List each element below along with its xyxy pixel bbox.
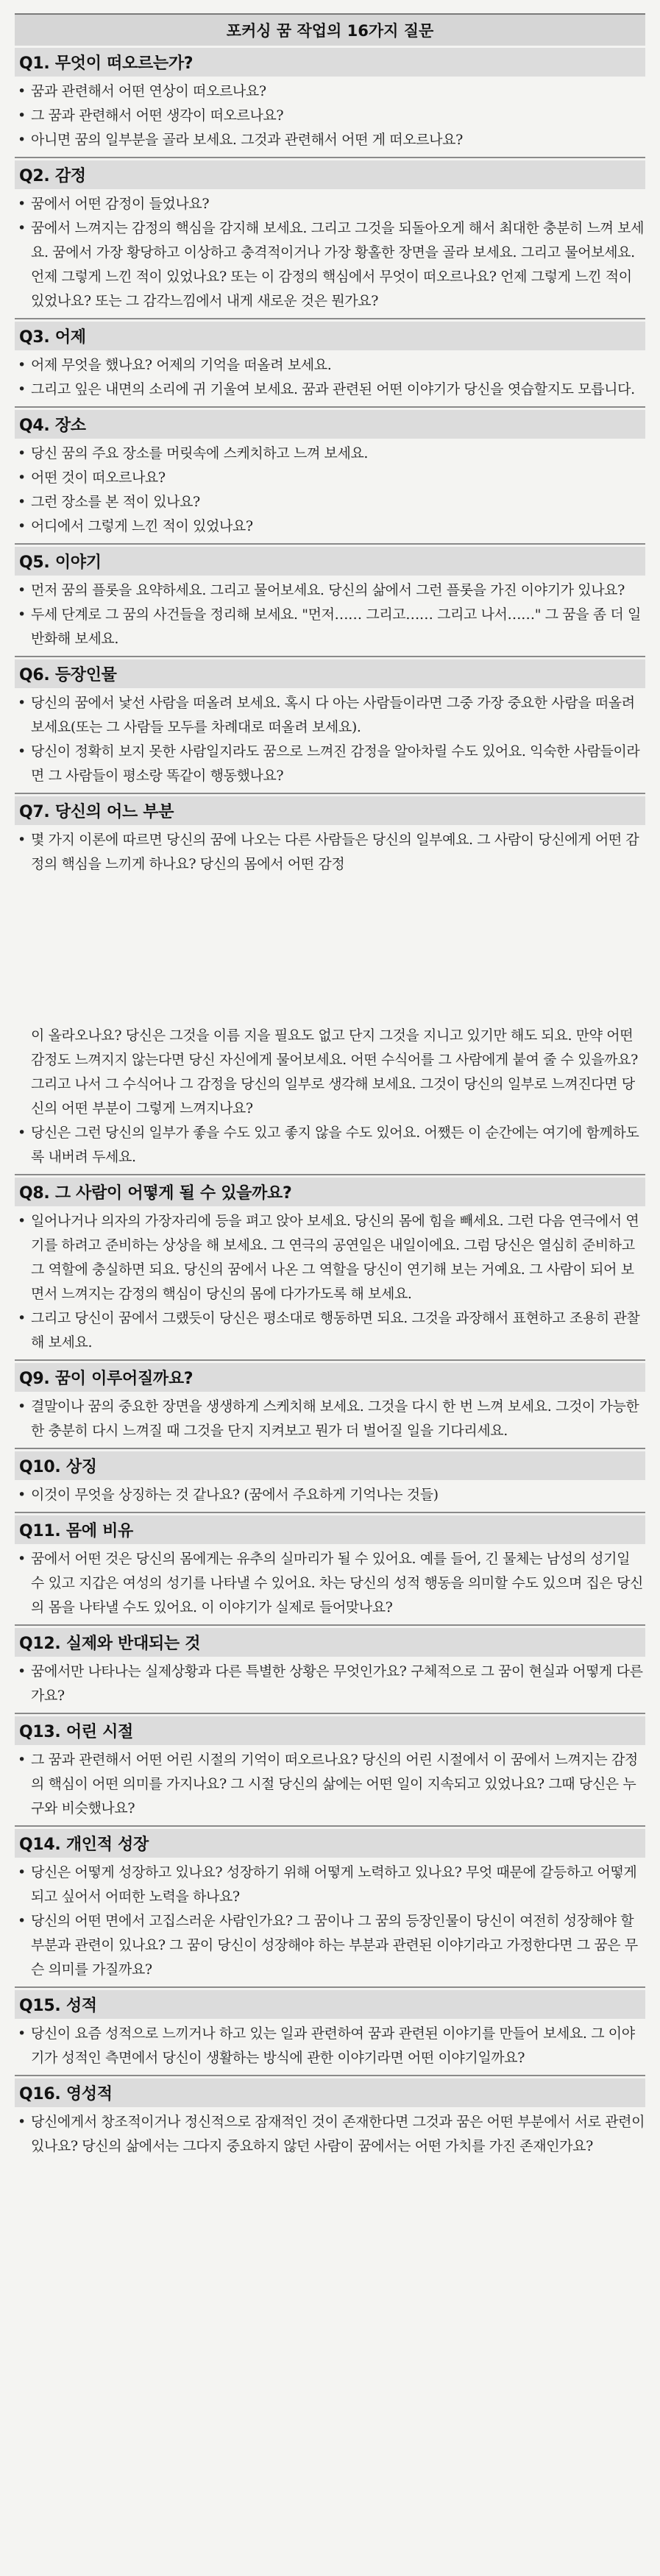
prompt-item: • 두세 단계로 그 꿈의 사건들을 정리해 보세요. "먼저…… 그리고…… 그리고 나서……" 그 꿈을 좀 더 일반화해 보세요. [15, 603, 645, 651]
question-items [15, 1660, 645, 1708]
question-heading: Q3. 어제 [15, 322, 645, 350]
prompt-item: • 당신은 그런 당신의 일부가 좋을 수도 있고 좋지 않을 수도 있어요. 어쨌든 이 순간에는 여기에 함께하도록 내버려 두세요. [15, 1121, 645, 1170]
prompt-item: • 그 꿈과 관련해서 어떤 어린 시절의 기억이 떠오르나요? 당신의 어린 시절에서 이 꿈에서 느껴지는 감정의 핵심이 어떤 의미를 가지나요? 그 시절 당신의 삶에는 어떤 일이 지속되고 있었나요? 그때 당신은 누구와 비슷했나요? [15, 1748, 645, 1821]
question-heading: Q4. 장소 [15, 410, 645, 439]
question-heading: Q1. 무엇이 떠오르는가? [15, 48, 645, 77]
question-section [15, 656, 645, 793]
question-items [15, 1547, 645, 1620]
question-items [15, 1024, 645, 1170]
question-section [15, 1624, 645, 1713]
prompt-item: • 결말이나 꿈의 중요한 장면을 생생하게 스케치해 보세요. 그것을 다시 한 번 느껴 보세요. 그것이 가능한 한 충분히 다시 느껴질 때 그것을 단지 지켜보고 뭔가 더 벌어질 일을 기다리세요. [15, 1395, 645, 1443]
question-heading: Q6. 등장인물 [15, 659, 645, 688]
question-section [15, 1174, 645, 1359]
prompt-item: • 꿈과 관련해서 어떤 연상이 떠오르나요? [15, 79, 645, 104]
question-section [15, 157, 645, 318]
question-items [15, 353, 645, 402]
document-page-bottom [15, 1022, 645, 2163]
question-items [15, 1861, 645, 1982]
prompt-item: • 당신이 정확히 보지 못한 사람일지라도 꿈으로 느껴진 감정을 알아차릴 수도 있어요. 익숙한 사람들이라면 그 사람들이 평소랑 똑같이 행동했나요? [15, 740, 645, 788]
prompt-item: • 이것이 무엇을 상징하는 것 같나요? (꿈에서 주요하게 기억나는 것들) [15, 1483, 645, 1507]
document-page-top [15, 13, 645, 881]
document-title: 포커싱 꿈 작업의 16가지 질문 [15, 13, 645, 46]
prompt-item: • 어제 무엇을 했나요? 어제의 기억을 떠올려 보세요. [15, 353, 645, 378]
question-section [15, 543, 645, 656]
question-items [15, 1483, 645, 1507]
question-heading: Q15. 성적 [15, 1990, 645, 2019]
continued-text: 이 올라오나요? 당신은 그것을 이름 지을 필요도 없고 단지 그것을 지니고 있기만 해도 되요. 만약 어떤 감정도 느껴지지 않는다면 당신 자신에게 물어보세요. 어떤 수식어를 그 사람에게 붙여 줄 수 있을까요? 그리고 나서 그 수식어나 그 감정을 당신의 일부로 생각해 보세요. 그것이 당신의 일부로 느껴진다면 당신의 어떤 부분이 그렇게 느껴지나요? [31, 1027, 638, 1117]
question-section [15, 1022, 645, 1174]
prompt-item: • 어디에서 그렇게 느낀 적이 있었나요? [15, 514, 645, 539]
question-heading: Q16. 영성적 [15, 2078, 645, 2107]
prompt-item: • 몇 가지 이론에 따르면 당신의 꿈에 나오는 다른 사람들은 당신의 일부예요. 그 사람이 당신에게 어떤 감정의 핵심을 느끼게 하나요? 당신의 몸에서 어떤 감정 [15, 828, 645, 877]
question-items [15, 691, 645, 788]
question-section [15, 1448, 645, 1512]
question-section [15, 1986, 645, 2075]
prompt-item: • 아니면 꿈의 일부분을 골라 보세요. 그것과 관련해서 어떤 게 떠오르나요? [15, 128, 645, 152]
question-heading: Q8. 그 사람이 어떻게 될 수 있을까요? [15, 1178, 645, 1206]
question-heading: Q10. 상징 [15, 1451, 645, 1480]
prompt-item: • 꿈에서만 나타나는 실제상황과 다른 특별한 상황은 무엇인가요? 구체적으로 그 꿈이 현실과 어떻게 다른가요? [15, 1660, 645, 1708]
question-list-top [15, 46, 645, 881]
question-items [15, 2022, 645, 2070]
question-section [15, 318, 645, 406]
question-items [15, 578, 645, 651]
prompt-item: • 당신이 요즘 성적으로 느끼거나 하고 있는 일과 관련하여 꿈과 관련된 이야기를 만들어 보세요. 그 이야기가 성적인 측면에서 당신이 생활하는 방식에 관한 이야기라면 어떤 이야기일까요? [15, 2022, 645, 2070]
question-heading: Q2. 감정 [15, 160, 645, 189]
prompt-item: • 그리고 당신이 꿈에서 그랬듯이 당신은 평소대로 행동하면 되요. 그것을 과장해서 표현하고 조용히 관찰해 보세요. [15, 1306, 645, 1355]
prompt-item: • 꿈에서 어떤 감정이 들었나요? [15, 192, 645, 216]
question-section [15, 1512, 645, 1624]
question-items [15, 442, 645, 539]
prompt-item: • 어떤 것이 떠오르나요? [15, 466, 645, 490]
question-items [15, 1209, 645, 1355]
question-section [15, 793, 645, 881]
question-heading: Q5. 이야기 [15, 547, 645, 576]
question-section [15, 46, 645, 157]
question-heading: Q11. 몸에 비유 [15, 1515, 645, 1544]
question-items [15, 1748, 645, 1821]
question-section [15, 2075, 645, 2163]
prompt-item: • 당신에게서 창조적이거나 정신적으로 잠재적인 것이 존재한다면 그것과 꿈은 어떤 부분에서 서로 관련이 있나요? 당신의 삶에서는 그다지 중요하지 않던 사람이 꿈에서는 어떤 가치를 가진 존재인가요? [15, 2110, 645, 2159]
question-list-bottom [15, 1022, 645, 2163]
question-section [15, 1713, 645, 1825]
prompt-item: • 그 꿈과 관련해서 어떤 생각이 떠오르나요? [15, 104, 645, 128]
question-section [15, 406, 645, 543]
question-items [15, 192, 645, 314]
question-section [15, 1359, 645, 1448]
question-items [15, 79, 645, 152]
question-items [15, 2110, 645, 2159]
question-heading: Q12. 실제와 반대되는 것 [15, 1628, 645, 1657]
question-heading: Q13. 어린 시절 [15, 1716, 645, 1745]
prompt-item: • 그리고 잎은 내면의 소리에 귀 기울여 보세요. 꿈과 관련된 어떤 이야기가 당신을 엿습할지도 모릅니다. [15, 378, 645, 402]
prompt-item: • 당신 꿈의 주요 장소를 머릿속에 스케치하고 느껴 보세요. [15, 442, 645, 466]
question-section [15, 1825, 645, 1986]
prompt-item: • 그런 장소를 본 적이 있나요? [15, 490, 645, 514]
question-heading: Q9. 꿈이 이루어질까요? [15, 1363, 645, 1392]
prompt-item: • 먼저 꿈의 플롯을 요약하세요. 그리고 물어보세요. 당신의 삶에서 그런 플롯을 가진 이야기가 있나요? [15, 578, 645, 603]
prompt-item: • 당신의 어떤 면에서 고집스러운 사람인가요? 그 꿈이나 그 꿈의 등장인물이 당신이 여전히 성장해야 할 부분과 관련이 있나요? 그 꿈이 당신이 성장해야 하는 부분과 관련된 이야기라고 가정한다면 그 꿈은 무슨 의미를 가질까요? [15, 1909, 645, 1982]
question-heading: Q7. 당신의 어느 부분 [15, 796, 645, 825]
prompt-item: • 당신의 꿈에서 낯선 사람을 떠올려 보세요. 혹시 다 아는 사람들이라면 그중 가장 중요한 사람을 떠올려 보세요(또는 그 사람들 모두를 차례대로 떠올려 보세요). [15, 691, 645, 740]
question-heading: Q14. 개인적 성장 [15, 1829, 645, 1858]
question-items [15, 1395, 645, 1443]
question-items [15, 828, 645, 877]
prompt-item: • 일어나거나 의자의 가장자리에 등을 펴고 앉아 보세요. 당신의 몸에 힘을 빼세요. 그런 다음 연극에서 연기를 하려고 준비하는 상상을 해 보세요. 그 연극의 공연일은 내일이에요. 그럼 당신은 열심히 준비하고 그 역할에 충실하면 되요. 당신의 꿈에서 나온 그 역할을 당신이 연기해 보는 거예요. 그 사람이 되어 보면서 느껴지는 감정의 핵심이 당신의 몸에 다가가도록 해 보세요. [15, 1209, 645, 1306]
prompt-item: • 꿈에서 느껴지는 감정의 핵심을 감지해 보세요. 그리고 그것을 되돌아오게 해서 최대한 충분히 느껴 보세요. 꿈에서 가장 황당하고 이상하고 충격적이거나 가장 황홀한 장면을 골라 보세요. 그리고 물어보세요. 언제 그렇게 느낀 적이 있었나요? 또는 이 감정의 핵심에서 무엇이 떠오르나요? 언제 그렇게 느낀 적이 있었나요? 또는 그 감각느낌에서 내게 새로운 것은 뭔가요? [15, 216, 645, 314]
prompt-item: • 꿈에서 어떤 것은 당신의 몸에게는 유추의 실마리가 될 수 있어요. 예를 들어, 긴 물체는 남성의 성기일 수 있고 지갑은 여성의 성기를 나타낼 수 있어요. 차는 당신의 성적 행동을 의미할 수도 있으며 집은 당신의 몸을 나타낼 수도 있어요. 이 이야기가 실제로 들어맞나요? [15, 1547, 645, 1620]
prompt-item: • 당신은 어떻게 성장하고 있나요? 성장하기 위해 어떻게 노력하고 있나요? 무엇 때문에 갈등하고 어떻게 되고 싶어서 어떠한 노력을 하나요? [15, 1861, 645, 1909]
